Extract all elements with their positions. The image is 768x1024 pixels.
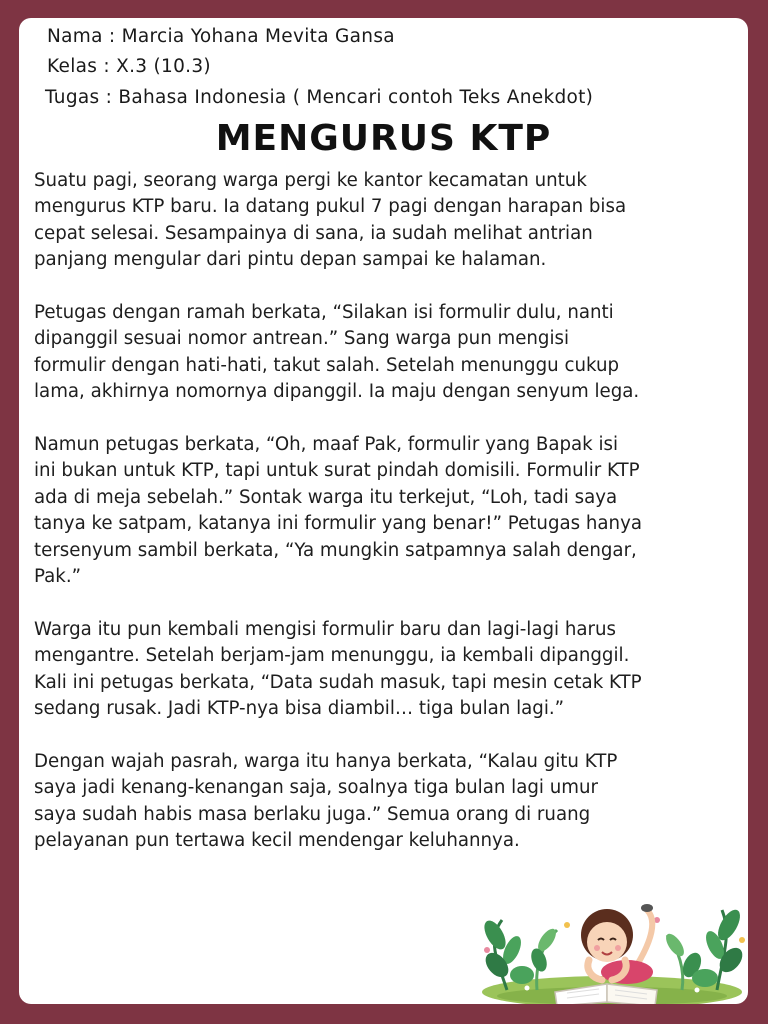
student-name: Nama : Marcia Yohana Mevita Gansa: [47, 26, 395, 47]
paragraph-3: Namun petugas berkata, “Oh, maaf Pak, formulir yang Bapak isi ini bukan untuk KTP, tapi untuk surat pindah domisili. Formulir KTP ada di meja sebelah.” Sontak warga itu terkejut, “Loh, tadi saya tanya ke satpam, katanya ini formulir yang benar!” Petugas hanya tersenyum sambil berkata, “Ya mungkin satpamnya salah dengar, Pak.”: [34, 434, 642, 588]
girl-reading-illustration: [467, 880, 748, 1004]
page-title: MENGURUS KTP: [215, 118, 552, 159]
right-plant-icon: [663, 906, 747, 990]
paragraph-5: Dengan wajah pasrah, warga itu hanya berkata, “Kalau gitu KTP saya jadi kenang-kenangan saja, soalnya tiga bulan lagi umur saya sudah habis masa berlaku juga.” Semua orang di ruang pelayanan pun tertawa kecil mendengar keluhannya.: [34, 750, 618, 852]
student-class: Kelas : X.3 (10.3): [47, 56, 211, 77]
document-page: [19, 18, 748, 1004]
paragraph-2: Petugas dengan ramah berkata, “Silakan isi formulir dulu, nanti dipanggil sesuai nomor antrean.” Sang warga pun mengisi formulir dengan hati-hati, takut salah. Setelah menunggu cukup lama, akhirnya nomornya dipanggil. Ia maju dengan senyum lega.: [34, 302, 640, 403]
girl-icon: [581, 904, 653, 984]
paragraph-4: Warga itu pun kembali mengisi formulir baru dan lagi-lagi harus mengantre. Setelah berjam-jam menunggu, ia kembali dipanggil. Kali ini petugas berkata, “Data sudah masuk, tapi mesin cetak KTP sedang rusak. Jadi KTP-nya bisa diambil… tiga bulan lagi.”: [34, 618, 642, 720]
assignment-info: Tugas : Bahasa Indonesia ( Mencari contoh Teks Anekdot): [45, 87, 594, 108]
anecdote-body: [34, 168, 739, 881]
paragraph-1: Suatu pagi, seorang warga pergi ke kantor kecamatan untuk mengurus KTP baru. Ia datang pukul 7 pagi dengan harapan bisa cepat selesai. Sesampainya di sana, ia sudah melihat antrian panjang mengular dari pintu depan sampai ke halaman.: [34, 170, 627, 271]
